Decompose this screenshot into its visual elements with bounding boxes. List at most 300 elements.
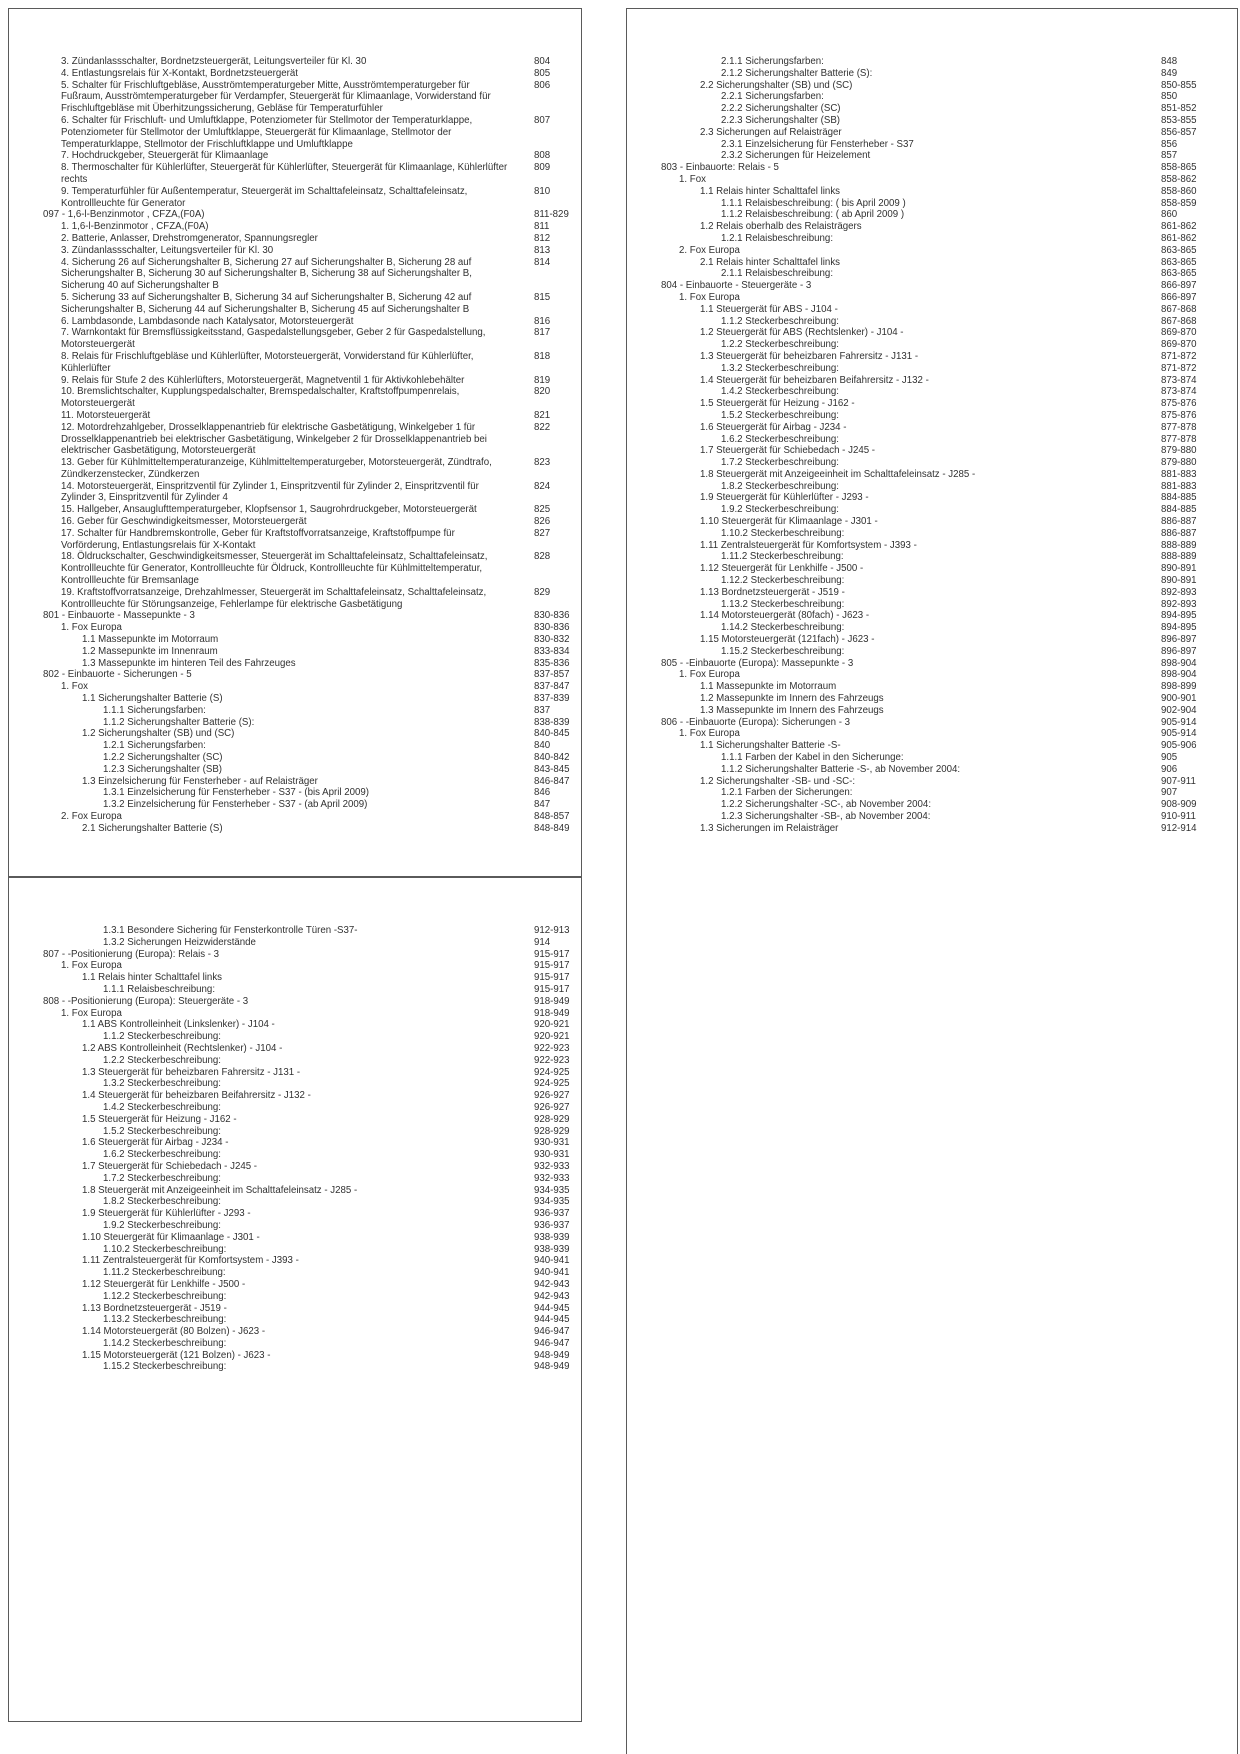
toc-entry [9, 233, 581, 245]
toc-entry-page-number: 920-921 [534, 1019, 570, 1031]
toc-entry [9, 949, 581, 961]
toc-entry-page-number: 840-845 [534, 728, 570, 740]
toc-entry [627, 634, 1237, 646]
toc-entry [9, 115, 581, 150]
toc-entry-text: 13. Geber für Kühlmitteltemperaturanzeige, Kühlmitteltemperaturgeber, Motorsteuergerät, Zündtrafo, Zündkerzenstecker, Zündkerzen [61, 457, 492, 480]
toc-entry [627, 209, 1237, 221]
toc-entry-text: 1.5 Steuergerät für Heizung - J162 - [700, 398, 855, 410]
toc-entry-text: 1.13 Bordnetzsteuergerät - J519 - [82, 1302, 227, 1314]
toc-entry-text: 8. Relais für Frischluftgebläse und Kühlerlüfter, Motorsteuergerät, Vorwiderstand für Kühlerlüfter, Kühlerlüfter [61, 350, 474, 374]
toc-entry-text: 4. Entlastungsrelais für X-Kontakt, Bordnetzsteuergerät [61, 67, 298, 79]
toc-entry [9, 528, 581, 552]
toc-entry-page-number: 873-874 [1161, 386, 1197, 398]
toc-entry-text: 1.2.2 Steckerbeschreibung: [721, 339, 839, 351]
toc-entry-text: 1.11.2 Steckerbeschreibung: [721, 551, 844, 563]
toc-entry-page-number: 806 [534, 79, 551, 91]
toc-entry-text: 808 - -Positionierung (Europa): Steuergeräte - 3 [43, 995, 249, 1007]
toc-entry-page-number: 848 [1161, 56, 1178, 67]
toc-entry [9, 1208, 581, 1220]
toc-entry-text: 1.1 Relais hinter Schalttafel links [82, 972, 223, 984]
toc-entry-page-number: 824 [534, 480, 551, 492]
toc-entry-text: 2. Fox Europa [679, 244, 740, 256]
toc-entry-page-number: 853-855 [1161, 114, 1197, 126]
toc-entry-page-number: 879-880 [1161, 445, 1197, 457]
toc-entry-page-number: 867-868 [1161, 315, 1197, 327]
toc-entry [9, 1314, 581, 1326]
toc-entry [9, 811, 581, 823]
toc-entry-text: 1.9.2 Steckerbeschreibung: [103, 1219, 221, 1231]
toc-entry-text: 1. 1,6-l-Benzinmotor , CFZA,(F0A) [61, 221, 209, 233]
toc-entry-text: 1.2 Massepunkte im Innern des Fahrzeugs [700, 693, 884, 705]
toc-entry [627, 599, 1237, 611]
toc-entry-text: 1.10.2 Steckerbeschreibung: [103, 1243, 227, 1255]
toc-entry-page-number: 934-935 [534, 1184, 570, 1196]
toc-entry [9, 375, 581, 387]
toc-entry [627, 799, 1237, 811]
toc-entry-text: 1.2 Sicherungshalter (SB) und (SC) [82, 728, 235, 740]
toc-entry-text: 12. Motordrehzahlgeber, Drosselklappenantrieb für elektrische Gasbetätigung, Winkelgeber 1 für Drosselklappenantrieb bei elektrischer Gasbetätigung, Winkelgeber 2 für Drosselklappenantrieb bei elektrischer Gasbetätigung, Motorsteuergerät [61, 421, 487, 457]
toc-entry [9, 669, 581, 681]
toc-entry-page-number: 905-914 [1161, 716, 1197, 728]
toc-entry [627, 551, 1237, 563]
toc-entry-text: 1.3 Steuergerät für beheizbaren Fahrersitz - J131 - [82, 1066, 301, 1078]
toc-entry [627, 610, 1237, 622]
toc-entry-text: 16. Geber für Geschwindigkeitsmesser, Motorsteuergerät [61, 516, 307, 528]
toc-entry-text: 1.1.2 Sicherungshalter Batterie (S): [103, 716, 255, 728]
toc-entry-page-number: 809 [534, 162, 551, 174]
toc-entry [627, 740, 1237, 752]
toc-entry [9, 327, 581, 351]
toc-entry-text: 1.4 Steuergerät für beheizbaren Beifahrersitz - J132 - [82, 1090, 311, 1102]
toc-entry-page-number: 850-855 [1161, 79, 1197, 91]
toc-entry-text: 1.3 Einzelsicherung für Fensterheber - auf Relaisträger [82, 775, 318, 787]
toc-entry [9, 693, 581, 705]
toc-entry [9, 1350, 581, 1362]
toc-entry [9, 960, 581, 972]
toc-entry-page-number: 922-923 [534, 1054, 570, 1066]
toc-entry-text: 806 - -Einbauorte (Europa): Sicherungen - 3 [661, 716, 851, 728]
toc-entry-text: 1.2 Massepunkte im Innenraum [82, 645, 218, 657]
toc-entry-page-number: 915-917 [534, 972, 570, 984]
toc-entry [9, 705, 581, 717]
toc-entry [627, 316, 1237, 328]
toc-entry [627, 445, 1237, 457]
toc-entry-text: 1.4.2 Steckerbeschreibung: [103, 1101, 221, 1113]
toc-entry [9, 56, 581, 68]
toc-entry-page-number: 838-839 [534, 716, 570, 728]
toc-entry-page-number: 934-935 [534, 1196, 570, 1208]
toc-entry-page-number: 884-885 [1161, 504, 1197, 516]
toc-entry [9, 764, 581, 776]
toc-entry-text: 1. Fox [61, 681, 88, 693]
toc-entry [9, 587, 581, 611]
toc-entry [627, 540, 1237, 552]
toc-entry-text: 1.10 Steuergerät für Klimaanlage - J301 - [700, 516, 878, 528]
toc-entry [9, 1149, 581, 1161]
toc-entry-page-number: 890-891 [1161, 575, 1197, 587]
toc-entry [9, 351, 581, 375]
toc-entry [9, 457, 581, 481]
toc-entry-text: 1.4.2 Steckerbeschreibung: [721, 386, 839, 398]
toc-entry [9, 1043, 581, 1055]
toc-entry [9, 516, 581, 528]
toc-entry-text: 14. Motorsteuergerät, Einspritzventil für Zylinder 1, Einspritzventil für Zylinder 2, Einspritzventil für Zylinder 3, Einspritzventil für Zylinder 4 [61, 480, 479, 504]
toc-entry-text: 2.1 Relais hinter Schalttafel links [700, 256, 841, 268]
toc-entries-page-2 [627, 56, 1237, 835]
toc-entry [9, 1067, 581, 1079]
toc-entry-text: 1.1.1 Sicherungsfarben: [103, 704, 206, 716]
toc-entry [9, 1338, 581, 1350]
toc-entry-page-number: 848-849 [534, 822, 570, 834]
toc-entry [9, 292, 581, 316]
toc-entry [9, 646, 581, 658]
toc-entry-page-number: 914 [534, 936, 551, 948]
toc-entry-text: 1.2 ABS Kontrolleinheit (Rechtslenker) - J104 - [82, 1042, 283, 1054]
toc-entry [627, 233, 1237, 245]
toc-entry-page-number: 861-862 [1161, 232, 1197, 244]
toc-entry-text: 1.12.2 Steckerbeschreibung: [103, 1290, 227, 1302]
toc-entry-text: 1.14 Motorsteuergerät (80fach) - J623 - [700, 610, 870, 622]
toc-entry-page-number: 843-845 [534, 763, 570, 775]
toc-entry-page-number: 918-949 [534, 1007, 570, 1019]
toc-entry-text: 1. Fox Europa [61, 1007, 122, 1019]
toc-entry-page-number: 884-885 [1161, 492, 1197, 504]
toc-entry-text: 1. Fox Europa [679, 291, 740, 303]
toc-entry-text: 1.5 Steuergerät für Heizung - J162 - [82, 1113, 237, 1125]
toc-entry [627, 705, 1237, 717]
toc-entry-text: 1.1 Relais hinter Schalttafel links [700, 185, 841, 197]
toc-entry-text: 5. Schalter für Frischluftgebläse, Ausströmtemperaturgeber Mitte, Ausströmtemperaturgeber für Fußraum, Ausströmtemperaturgeber für Verdampfer, Steuergerät für Klimaanlage, Vorwiderstand für Frischluftgebläse mit Überhitzungssicherung, Gebläse für Temperaturfühler [61, 79, 491, 115]
toc-entry-page-number: 875-876 [1161, 398, 1197, 410]
toc-entry-page-number: 926-927 [534, 1101, 570, 1113]
toc-entry-page-number: 905-906 [1161, 740, 1197, 752]
toc-entry [627, 622, 1237, 634]
toc-entry [9, 776, 581, 788]
toc-entry-text: 4. Sicherung 26 auf Sicherungshalter B, Sicherung 27 auf Sicherungshalter B, Sicherung 28 auf Sicherungshalter B, Sicherung 30 auf Sicherungshalter B, Sicherung 38 auf Sicherungshalter B, Sicherung 40 auf Sicherungshalter B [61, 256, 472, 292]
toc-entry-text: 1.2 Relais oberhalb des Relaisträgers [700, 221, 862, 233]
toc-entry-page-number: 924-925 [534, 1078, 570, 1090]
toc-entry-text: 2.3.2 Sicherungen für Heizelement [721, 150, 871, 162]
toc-page-3 [8, 877, 582, 1722]
toc-entry-text: 5. Sicherung 33 auf Sicherungshalter B, Sicherung 34 auf Sicherungshalter B, Sicherung 42 auf Sicherungshalter B, Sicherung 44 auf Sicherungshalter B, Sicherung 45 auf Sicherungshalter B [61, 291, 472, 315]
toc-entry-page-number: 888-889 [1161, 539, 1197, 551]
toc-entry-text: 7. Warnkontakt für Bremsflüssigkeitsstand, Gaspedalstellungsgeber, Geber 2 für Gaspedalstellung, Motorsteuergerät [61, 327, 486, 351]
toc-entry [9, 1279, 581, 1291]
toc-entry [627, 693, 1237, 705]
toc-entry-page-number: 881-883 [1161, 468, 1197, 480]
toc-entry [9, 551, 581, 586]
toc-entry [627, 280, 1237, 292]
toc-entry-text: 1. Fox Europa [61, 960, 122, 972]
toc-entry-page-number: 840-842 [534, 752, 570, 764]
toc-entry [9, 752, 581, 764]
toc-entry-text: 2.1.2 Sicherungshalter Batterie (S): [721, 67, 873, 79]
toc-entry-page-number: 814 [534, 256, 551, 268]
toc-entry-text: 1.6.2 Steckerbeschreibung: [103, 1149, 221, 1161]
toc-entry-text: 17. Schalter für Handbremskontrolle, Geber für Kraftstoffvorratsanzeige, Kraftstoffpumpe für Vorförderung, Entlastungsrelais für X-Kontakt [61, 527, 455, 551]
toc-entry-page-number: 886-887 [1161, 516, 1197, 528]
toc-entry-page-number: 877-878 [1161, 421, 1197, 433]
toc-entry [627, 434, 1237, 446]
toc-entry-text: 1.11.2 Steckerbeschreibung: [103, 1267, 226, 1279]
toc-entry-text: 1.13 Bordnetzsteuergerät - J519 - [700, 586, 845, 598]
toc-entry-text: 2. Fox Europa [61, 811, 122, 822]
toc-entry [627, 422, 1237, 434]
toc-entry [627, 587, 1237, 599]
toc-entry-text: 1.9 Steuergerät für Kühlerlüfter - J293 - [82, 1208, 251, 1220]
toc-entry-page-number: 827 [534, 527, 551, 539]
toc-entry [627, 257, 1237, 269]
toc-entry [9, 1126, 581, 1138]
toc-entry [9, 1114, 581, 1126]
toc-entry-page-number: 840 [534, 740, 551, 752]
toc-entry-page-number: 817 [534, 327, 551, 339]
toc-entry [9, 1232, 581, 1244]
toc-entry-page-number: 896-897 [1161, 645, 1197, 657]
toc-entry [627, 469, 1237, 481]
toc-entry [9, 658, 581, 670]
toc-entry [9, 410, 581, 422]
toc-entry-page-number: 890-891 [1161, 563, 1197, 575]
toc-entry-text: 1.1.2 Relaisbeschreibung: ( ab April 2009 ) [721, 209, 905, 221]
toc-entry [9, 740, 581, 752]
toc-entry-page-number: 856-857 [1161, 126, 1197, 138]
toc-entry-page-number: 922-923 [534, 1042, 570, 1054]
toc-entry-text: 1.1 ABS Kontrolleinheit (Linkslenker) - J104 - [82, 1019, 275, 1031]
toc-entry [9, 80, 581, 115]
toc-entry-text: 2.2.3 Sicherungshalter (SB) [721, 114, 841, 126]
toc-entry [9, 1291, 581, 1303]
toc-entry [627, 669, 1237, 681]
toc-entry-text: 1. Fox Europa [679, 728, 740, 740]
toc-entry-page-number: 863-865 [1161, 268, 1197, 280]
toc-entry-text: 1.8.2 Steckerbeschreibung: [721, 480, 839, 492]
toc-entry [627, 752, 1237, 764]
toc-entry [627, 764, 1237, 776]
toc-entry-text: 1. Fox [679, 173, 706, 185]
toc-page-2 [626, 8, 1238, 1754]
toc-entry [627, 127, 1237, 139]
toc-entry-page-number: 938-939 [534, 1243, 570, 1255]
toc-entry [627, 504, 1237, 516]
toc-entry-page-number: 912-913 [534, 925, 570, 936]
toc-entry-page-number: 822 [534, 421, 551, 433]
toc-entry-text: 2.2.2 Sicherungshalter (SC) [721, 103, 841, 115]
toc-entry [627, 481, 1237, 493]
toc-entry-text: 11. Motorsteuergerät [61, 409, 151, 421]
toc-entry-text: 3. Zündanlassschalter, Leitungsverteiler für Kl. 30 [61, 244, 274, 256]
toc-entry-text: 1.3 Steuergerät für beheizbaren Fahrersitz - J131 - [700, 350, 919, 362]
toc-entry-page-number: 805 [534, 67, 551, 79]
toc-entry-page-number: 866-897 [1161, 291, 1197, 303]
toc-entry-text: 802 - Einbauorte - Sicherungen - 5 [43, 669, 192, 681]
toc-entry-page-number: 930-931 [534, 1137, 570, 1149]
toc-entry-page-number: 892-893 [1161, 586, 1197, 598]
toc-entry-text: 1.2.3 Sicherungshalter (SB) [103, 763, 223, 775]
toc-entry [627, 681, 1237, 693]
toc-entry-page-number: 898-904 [1161, 669, 1197, 681]
toc-entry [9, 481, 581, 505]
toc-entries-page-1 [9, 56, 581, 835]
toc-entry-text: 1. Fox Europa [679, 669, 740, 681]
toc-entry-page-number: 835-836 [534, 657, 570, 669]
toc-entry-page-number: 815 [534, 291, 551, 303]
toc-entry [9, 1326, 581, 1338]
toc-entry [9, 1090, 581, 1102]
toc-entry-page-number: 848-857 [534, 811, 570, 822]
toc-entry-page-number: 908-909 [1161, 799, 1197, 811]
toc-entry-text: 1.6.2 Steckerbeschreibung: [721, 433, 839, 445]
toc-entry-text: 6. Lambdasonde, Lambdasonde nach Katalysator, Motorsteuergerät [61, 315, 354, 327]
toc-entry [9, 245, 581, 257]
toc-entry-text: 1.11 Zentralsteuergerät für Komfortsystem - J393 - [700, 539, 917, 551]
toc-entry-page-number: 886-887 [1161, 527, 1197, 539]
toc-entry [9, 422, 581, 457]
toc-entry-text: 1.2.2 Sicherungshalter -SC-, ab November 2004: [721, 799, 932, 811]
toc-entry-text: 807 - -Positionierung (Europa): Relais - 3 [43, 948, 220, 960]
toc-entry-text: 2.1.1 Relaisbeschreibung: [721, 268, 834, 280]
toc-entry-text: 1.5.2 Steckerbeschreibung: [721, 409, 839, 421]
toc-entry-text: 2.2.1 Sicherungsfarben: [721, 91, 824, 103]
toc-entry [9, 504, 581, 516]
toc-entry [9, 1078, 581, 1090]
toc-entry-page-number: 861-862 [1161, 221, 1197, 233]
toc-entry-page-number: 858-860 [1161, 185, 1197, 197]
toc-entry [627, 80, 1237, 92]
toc-entry [627, 492, 1237, 504]
toc-entry-text: 1.2 Steuergerät für ABS (Rechtslenker) - J104 - [700, 327, 904, 339]
toc-entry-page-number: 811 [534, 221, 550, 233]
toc-entry-page-number: 915-917 [534, 983, 570, 995]
toc-entry-text: 1.1.1 Relaisbeschreibung: [103, 983, 216, 995]
toc-entry-text: 1.10 Steuergerät für Klimaanlage - J301 - [82, 1231, 260, 1243]
toc-entry-text: 1.3.2 Sicherungen Heizwiderstände [103, 936, 256, 948]
toc-entry-text: 2.1 Sicherungshalter Batterie (S) [82, 822, 223, 834]
toc-entry [9, 622, 581, 634]
toc-entry-page-number: 944-945 [534, 1302, 570, 1314]
toc-entry-text: 2.1.1 Sicherungsfarben: [721, 56, 824, 67]
toc-entry [627, 139, 1237, 151]
toc-entry-text: 1.2.3 Sicherungshalter -SB-, ab November 2004: [721, 811, 931, 822]
toc-entry-page-number: 905-914 [1161, 728, 1197, 740]
toc-entry-text: 805 - -Einbauorte (Europa): Massepunkte - 3 [661, 657, 854, 669]
toc-entry-text: 1.8 Steuergerät mit Anzeigeeinheit im Schalttafeleinsatz - J285 - [700, 468, 976, 480]
toc-entry-text: 9. Temperaturfühler für Außentemperatur, Steuergerät im Schalttafeleinsatz, Schalttafeleinsatz, Kontrollleuchte für Generator [61, 185, 468, 209]
toc-entry [627, 174, 1237, 186]
toc-entry-text: 1.2.1 Sicherungsfarben: [103, 740, 206, 752]
toc-page-1 [8, 8, 582, 877]
toc-entry-page-number: 915-917 [534, 960, 570, 972]
toc-entry-page-number: 830-836 [534, 610, 570, 622]
toc-entry [9, 1244, 581, 1256]
toc-entry [627, 162, 1237, 174]
toc-entry-page-number: 830-836 [534, 622, 570, 634]
toc-entry-page-number: 924-925 [534, 1066, 570, 1078]
toc-entry-page-number: 898-899 [1161, 681, 1197, 693]
toc-entry-page-number: 932-933 [534, 1160, 570, 1172]
toc-entry-page-number: 869-870 [1161, 339, 1197, 351]
toc-entry [627, 186, 1237, 198]
toc-entry-page-number: 837 [534, 704, 551, 716]
toc-entry-text: 8. Thermoschalter für Kühlerlüfter, Steuergerät für Kühlerlüfter, Steuergerät für Klimaanlage, Kühlerlüfter rechts [61, 162, 508, 185]
toc-entry-page-number: 915-917 [534, 948, 570, 960]
toc-entry-text: 1.3.2 Steckerbeschreibung: [721, 362, 839, 374]
toc-entry [9, 186, 581, 210]
toc-entry [627, 339, 1237, 351]
toc-entry [627, 91, 1237, 103]
toc-entry-text: 1.1 Massepunkte im Motorraum [82, 634, 219, 646]
toc-entry [9, 221, 581, 233]
toc-entry [9, 1019, 581, 1031]
toc-entry [9, 1220, 581, 1232]
toc-entry [627, 245, 1237, 257]
toc-entry-page-number: 869-870 [1161, 327, 1197, 339]
toc-entry [9, 1031, 581, 1043]
toc-entry [9, 972, 581, 984]
toc-entry [9, 1102, 581, 1114]
toc-entry-text: 1.13.2 Steckerbeschreibung: [103, 1314, 227, 1326]
toc-entry [9, 937, 581, 949]
toc-entry-page-number: 894-895 [1161, 610, 1197, 622]
toc-entry-text: 1.6 Steuergerät für Airbag - J234 - [82, 1137, 229, 1149]
toc-entry [627, 304, 1237, 316]
toc-entry-text: 18. Öldruckschalter, Geschwindigkeitsmesser, Steuergerät im Schalttafeleinsatz, Schalttafeleinsatz, Kontrollleuchte für Generator, Kontrollleuchte für Öldruck, Kontrollleuchte für Kühlmitteltemperatur, Kontrollleuchte für Bremsanlage [61, 551, 488, 587]
toc-entry [627, 823, 1237, 835]
toc-entry-page-number: 837-847 [534, 681, 570, 693]
toc-entry-text: 1.8.2 Steckerbeschreibung: [103, 1196, 221, 1208]
toc-entry-page-number: 905 [1161, 752, 1178, 764]
toc-entry-page-number: 866-897 [1161, 280, 1197, 292]
toc-entry [9, 823, 581, 835]
toc-entry [9, 799, 581, 811]
toc-entry [9, 1008, 581, 1020]
toc-entry [627, 457, 1237, 469]
toc-entry-text: 1.3.2 Steckerbeschreibung: [103, 1078, 221, 1090]
toc-entry-text: 1.15 Motorsteuergerät (121fach) - J623 - [700, 634, 875, 646]
toc-entry [627, 68, 1237, 80]
toc-entry-text: 1.3.1 Einzelsicherung für Fensterheber - S37 - (bis April 2009) [103, 787, 370, 799]
toc-entry-text: 1.14.2 Steckerbeschreibung: [721, 622, 845, 634]
toc-entry-page-number: 942-943 [534, 1290, 570, 1302]
toc-entry-text: 1.12 Steuergerät für Lenkhilfe - J500 - [700, 563, 864, 575]
toc-entry-page-number: 804 [534, 56, 551, 67]
toc-entry-text: 1.2.2 Steckerbeschreibung: [103, 1054, 221, 1066]
toc-entry [9, 1361, 581, 1373]
toc-entry [9, 610, 581, 622]
toc-entry-page-number: 833-834 [534, 645, 570, 657]
toc-entry [627, 292, 1237, 304]
toc-entry-page-number: 902-904 [1161, 704, 1197, 716]
toc-entry-text: 9. Relais für Stufe 2 des Kühlerlüfters, Motorsteuergerät, Magnetventil 1 für Aktivkohlebehälter [61, 374, 465, 386]
toc-entry-text: 15. Hallgeber, Ansauglufttemperaturgeber, Klopfsensor 1, Saugrohrdruckgeber, Motorsteuergerät [61, 504, 477, 516]
toc-entry [627, 103, 1237, 115]
toc-entry-text: 1.11 Zentralsteuergerät für Komfortsystem - J393 - [82, 1255, 299, 1267]
toc-entry-page-number: 858-865 [1161, 162, 1197, 174]
toc-entry [9, 984, 581, 996]
toc-entry-page-number: 907 [1161, 787, 1178, 799]
toc-entry-page-number: 928-929 [534, 1113, 570, 1125]
toc-entry [9, 316, 581, 328]
toc-entry-page-number: 940-941 [534, 1267, 570, 1279]
toc-entry [9, 1137, 581, 1149]
toc-entry-page-number: 936-937 [534, 1219, 570, 1231]
toc-entry [627, 516, 1237, 528]
toc-entry-text: 6. Schalter für Frischluft- und Umluftklappe, Potenziometer für Stellmotor der Temperaturklappe, Potenziometer für Stellmotor der Umluftklappe, Steuergerät für Klimaanlage, Stellmotor der Temperaturklappe, Stellmotor der Frischluftklappe und Umluftklappe [61, 114, 473, 150]
toc-entry-page-number: 907-911 [1161, 775, 1196, 787]
toc-entry-page-number: 892-893 [1161, 598, 1197, 610]
toc-entry-text: 1.8 Steuergerät mit Anzeigeeinheit im Schalttafeleinsatz - J285 - [82, 1184, 358, 1196]
toc-entry-page-number: 857 [1161, 150, 1178, 162]
